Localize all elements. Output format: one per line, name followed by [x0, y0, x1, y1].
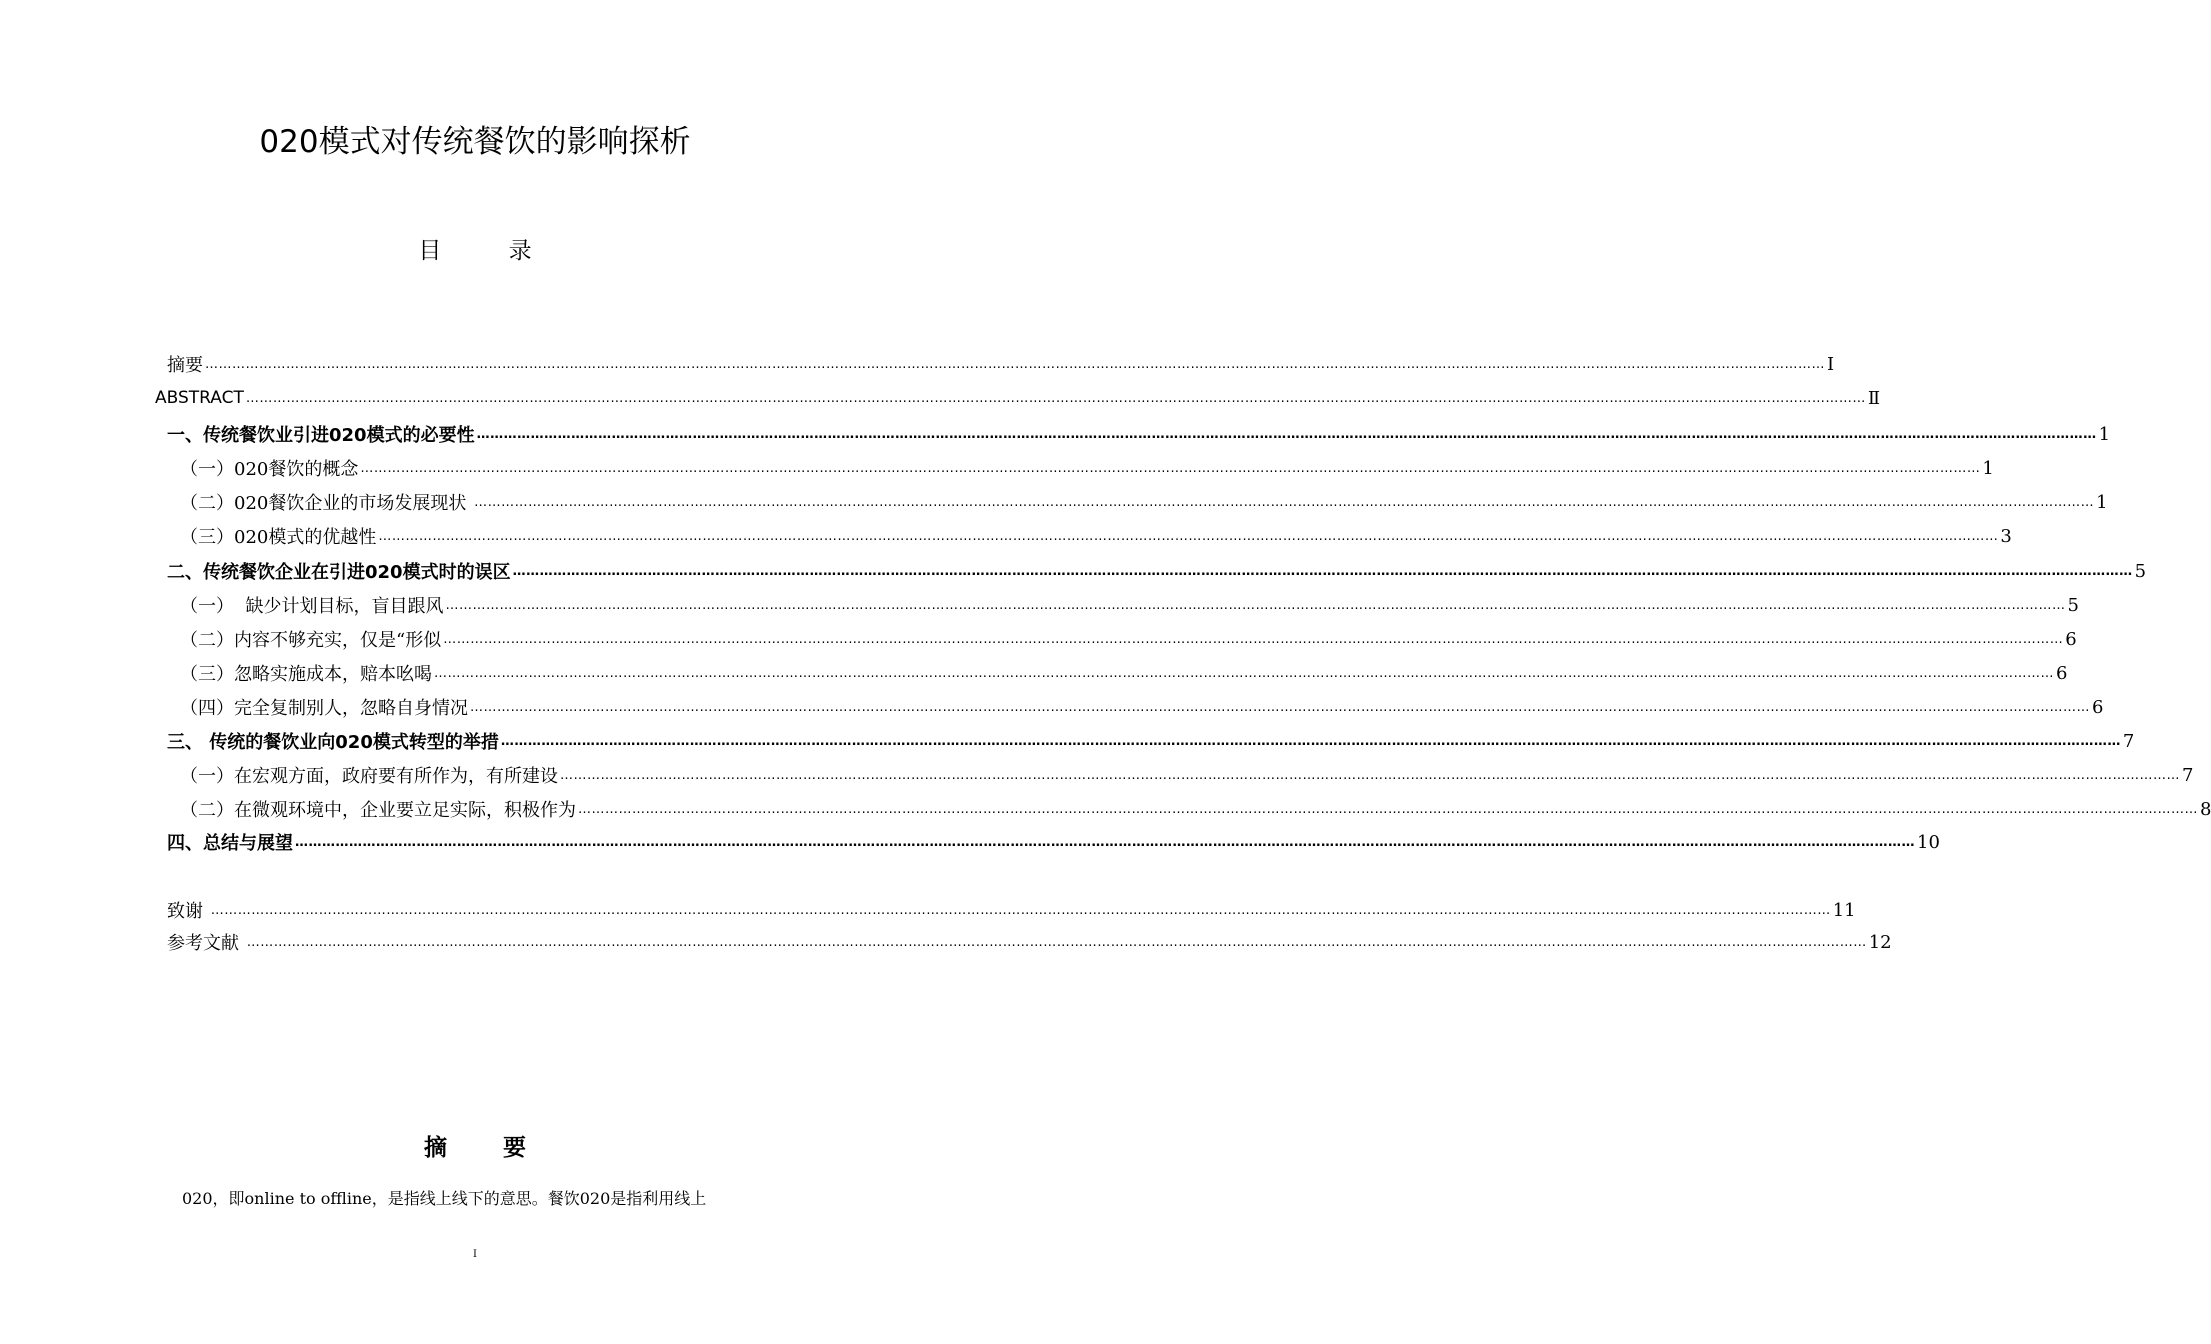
toc-leader-dots: ……………………………………………………………………………………………………………………………………………………………………………………………………………………………………………………………………………………………………………………………… — [474, 494, 2095, 510]
toc-entry-chapter-1[interactable] — [167, 418, 2111, 450]
toc-entry-page: 7 — [2122, 730, 2135, 752]
toc-entry-page: 11 — [1832, 899, 1856, 921]
toc-entry-page: 6 — [2092, 696, 2104, 718]
toc-entry-section-3-1[interactable] — [180, 759, 2194, 791]
toc-entry-english-abstract[interactable] — [155, 382, 1881, 414]
toc-entry-page: 1 — [2096, 491, 2108, 513]
toc-entry-abstract[interactable] — [167, 348, 1835, 380]
toc-entry-chapter-2[interactable] — [167, 555, 2147, 587]
document-title: 020模式对传统餐饮的影响探析 — [259, 124, 691, 160]
toc-entry-section-2-1[interactable] — [180, 589, 2079, 621]
toc-entry-page: 8 — [2200, 798, 2211, 820]
toc-entry-label: （三）020模式的优越性 — [180, 527, 377, 548]
toc-leader-dots: ……………………………………………………………………………………………………………………………………………………………………………………………………………………………………………………………………………………………………………………………… — [210, 902, 1831, 918]
toc-leader-dots: ……………………………………………………………………………………………………………………………………………………………………………………………………………………………………………………………………………………………………………………………… — [470, 699, 2090, 715]
toc-leader-dots: ……………………………………………………………………………………………………………………………………………………………………………………………………………………………………………………………………………………………………………………………… — [512, 563, 2133, 579]
toc-leader-dots: ……………………………………………………………………………………………………………………………………………………………………………………………………………………………………………………………………………………………………………………………… — [295, 834, 1915, 850]
toc-entry-label: 三、 传统的餐饮业向020模式转型的举措 — [167, 732, 499, 753]
toc-entry-page: Ⅱ — [1867, 387, 1881, 409]
toc-entry-label: （一）020餐饮的概念 — [180, 459, 359, 480]
toc-entry-chapter-4[interactable] — [167, 826, 1940, 858]
toc-entry-section-1-2[interactable] — [180, 486, 2108, 518]
toc-entry-label: 致谢 — [167, 901, 209, 922]
toc-heading: 目 录 — [418, 238, 562, 264]
abstract-heading: 摘 要 — [423, 1135, 550, 1161]
toc-leader-dots: ……………………………………………………………………………………………………………………………………………………………………………………………………………………………………………………………………………………………………………………………… — [205, 356, 1825, 372]
toc-entry-page: 6 — [2056, 662, 2068, 684]
toc-entry-section-1-1[interactable] — [180, 452, 1994, 484]
toc-leader-dots: ……………………………………………………………………………………………………………………………………………………………………………………………………………………………………………………………………………………………………………………………… — [378, 528, 1999, 544]
toc-entry-page: 7 — [2182, 764, 2194, 786]
toc-leader-dots: ……………………………………………………………………………………………………………………………………………………………………………………………………………………………………………………………………………………………………………………………… — [245, 390, 1866, 406]
toc-entry-page: 3 — [2000, 525, 2012, 547]
toc-entry-acknowledgements[interactable] — [167, 894, 1856, 926]
toc-leader-dots: ……………………………………………………………………………………………………………………………………………………………………………………………………………………………………………………………………………………………………………………………… — [434, 665, 2054, 681]
toc-leader-dots: ……………………………………………………………………………………………………………………………………………………………………………………………………………………………………………………………………………………………………………………………… — [560, 767, 2180, 783]
toc-leader-dots: ……………………………………………………………………………………………………………………………………………………………………………………………………………………………………………………………………………………………………………………………… — [443, 631, 2064, 647]
toc-entry-label: （二）在微观环境中，企业要立足实际，积极作为 — [180, 800, 576, 821]
toc-leader-dots: ……………………………………………………………………………………………………………………………………………………………………………………………………………………………………………………………………………………………………………………………… — [500, 733, 2121, 749]
toc-entry-page: 5 — [2134, 560, 2147, 582]
toc-leader-dots: ……………………………………………………………………………………………………………………………………………………………………………………………………………………………………………………………………………………………………………………………… — [246, 934, 1867, 950]
toc-entry-page: 1 — [2098, 423, 2111, 445]
toc-entry-chapter-3[interactable] — [167, 725, 2135, 757]
toc-entry-label: （一） 缺少计划目标，盲目跟风 — [180, 596, 444, 617]
page-number: I — [473, 1249, 477, 1260]
toc-entry-page: 5 — [2067, 594, 2079, 616]
toc-entry-section-2-4[interactable] — [180, 691, 2104, 723]
toc-entry-label: 摘要 — [167, 355, 203, 376]
toc-entry-section-2-2[interactable] — [180, 623, 2077, 655]
toc-entry-label: 二、传统餐饮企业在引进020模式时的误区 — [167, 562, 511, 583]
toc-entry-section-3-2[interactable] — [180, 793, 2211, 825]
toc-entry-page: 10 — [1917, 831, 1940, 853]
toc-leader-dots: ……………………………………………………………………………………………………………………………………………………………………………………………………………………………………………………………………………………………………………………………… — [476, 426, 2097, 442]
toc-entry-section-1-3[interactable] — [180, 520, 2012, 552]
abstract-paragraph: 020，即online to offline，是指线上线下的意思。餐饮020是指利用线上 — [182, 1189, 707, 1208]
toc-entry-label: （三）忽略实施成本，赔本吆喝 — [180, 664, 432, 685]
toc-entry-label: （四）完全复制别人，忽略自身情况 — [180, 698, 468, 719]
toc-entry-label: 四、总结与展望 — [167, 833, 293, 854]
toc-entry-section-2-3[interactable] — [180, 657, 2068, 689]
toc-entry-references[interactable] — [167, 926, 1892, 958]
toc-leader-dots: ……………………………………………………………………………………………………………………………………………………………………………………………………………………………………………………………………………………………………………………………… — [578, 801, 2198, 817]
toc-entry-page: Ⅰ — [1827, 353, 1835, 375]
toc-entry-label: 一、传统餐饮业引进020模式的必要性 — [167, 425, 475, 446]
toc-entry-page: 12 — [1868, 931, 1892, 953]
toc-entry-label: （二）020餐饮企业的市场发展现状 — [180, 493, 473, 514]
toc-leader-dots: ……………………………………………………………………………………………………………………………………………………………………………………………………………………………………………………………………………………………………………………………… — [445, 597, 2066, 613]
toc-entry-label: 参考文献 — [167, 933, 245, 954]
toc-leader-dots: ……………………………………………………………………………………………………………………………………………………………………………………………………………………………………………………………………………………………………………………………… — [360, 460, 1981, 476]
toc-entry-page: 6 — [2065, 628, 2077, 650]
toc-entry-label: （二）内容不够充实，仅是“形似 — [180, 630, 442, 651]
toc-entry-label: ABSTRACT — [155, 388, 244, 408]
toc-entry-page: 1 — [1982, 457, 1994, 479]
toc-entry-label: （一）在宏观方面，政府要有所作为，有所建设 — [180, 766, 558, 787]
